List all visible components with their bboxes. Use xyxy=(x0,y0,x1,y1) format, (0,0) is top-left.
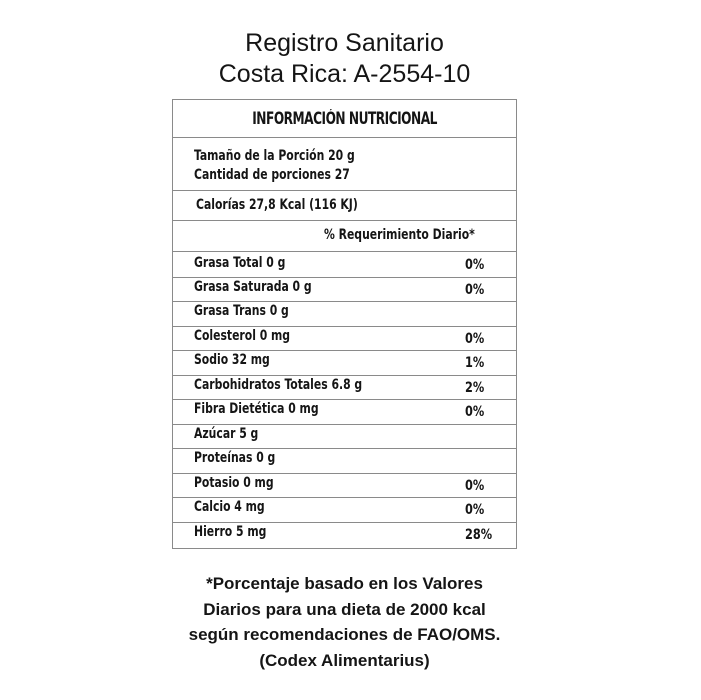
nutrient-name: Potasio 0 mg xyxy=(194,475,274,491)
nutrient-percent: 2% xyxy=(465,380,485,396)
nutrient-name: Sodio 32 mg xyxy=(194,352,270,368)
nutrient-row xyxy=(173,449,516,474)
daily-values-footnote xyxy=(0,571,689,673)
nutrient-row xyxy=(173,425,516,449)
footnote-line: Diarios para una dieta de 2000 kcal xyxy=(203,599,486,619)
nutrition-title: INFORMACIÓN NUTRICIONAL xyxy=(252,109,437,128)
nutrient-name: Grasa Total 0 g xyxy=(194,255,286,271)
nutrient-name: Azúcar 5 g xyxy=(194,426,259,442)
calories-row xyxy=(173,191,516,221)
nutrient-row xyxy=(173,474,516,498)
footnote-line: (Codex Alimentarius) xyxy=(259,650,430,670)
registration-number: Costa Rica: A-2554-10 xyxy=(218,60,471,88)
nutrition-title-row xyxy=(173,100,516,138)
nutrient-name: Fibra Dietética 0 mg xyxy=(194,401,319,417)
requirement-header-row xyxy=(173,221,516,252)
nutrient-percent: 0% xyxy=(465,478,485,494)
nutrient-row xyxy=(173,351,516,376)
registration-title: Registro Sanitario xyxy=(245,29,444,57)
nutrient-row xyxy=(173,523,516,548)
calories-value: Calorías 27,8 Kcal (116 KJ) xyxy=(196,197,358,213)
nutrient-percent: 1% xyxy=(465,355,485,371)
daily-requirement-header: % Requerimiento Diario* xyxy=(324,227,475,243)
nutrient-name: Calcio 4 mg xyxy=(194,499,265,515)
nutrient-percent: 0% xyxy=(465,331,485,347)
nutrient-name: Colesterol 0 mg xyxy=(194,328,291,344)
nutrient-percent: 28% xyxy=(465,527,493,543)
footnote-line: *Porcentaje basado en los Valores xyxy=(206,574,483,593)
nutrient-row xyxy=(173,302,516,327)
nutrient-name: Proteínas 0 g xyxy=(194,450,276,466)
nutrient-percent: 0% xyxy=(465,404,485,420)
nutrient-percent: 0% xyxy=(465,282,485,298)
serving-size: Tamaño de la Porción 20 g xyxy=(194,148,355,164)
nutrient-row xyxy=(173,400,516,425)
footnote-line: según recomendaciones de FAO/OMS. xyxy=(188,625,501,644)
nutrient-name: Grasa Trans 0 g xyxy=(194,303,289,319)
nutrient-name: Grasa Saturada 0 g xyxy=(194,279,312,295)
nutrient-row xyxy=(173,278,516,302)
nutrition-facts-panel xyxy=(172,99,517,549)
nutrient-name: Hierro 5 mg xyxy=(194,524,267,540)
nutrient-percent: 0% xyxy=(465,502,485,518)
serving-info-row xyxy=(173,138,516,191)
nutrient-name: Carbohidratos Totales 6.8 g xyxy=(194,377,363,393)
nutrient-percent: 0% xyxy=(465,257,485,273)
nutrient-row xyxy=(173,376,516,400)
registration-header xyxy=(0,28,689,90)
servings-per-container: Cantidad de porciones 27 xyxy=(194,167,350,183)
nutrient-row xyxy=(173,498,516,523)
nutrient-row xyxy=(173,327,516,351)
nutrient-row xyxy=(173,252,516,278)
